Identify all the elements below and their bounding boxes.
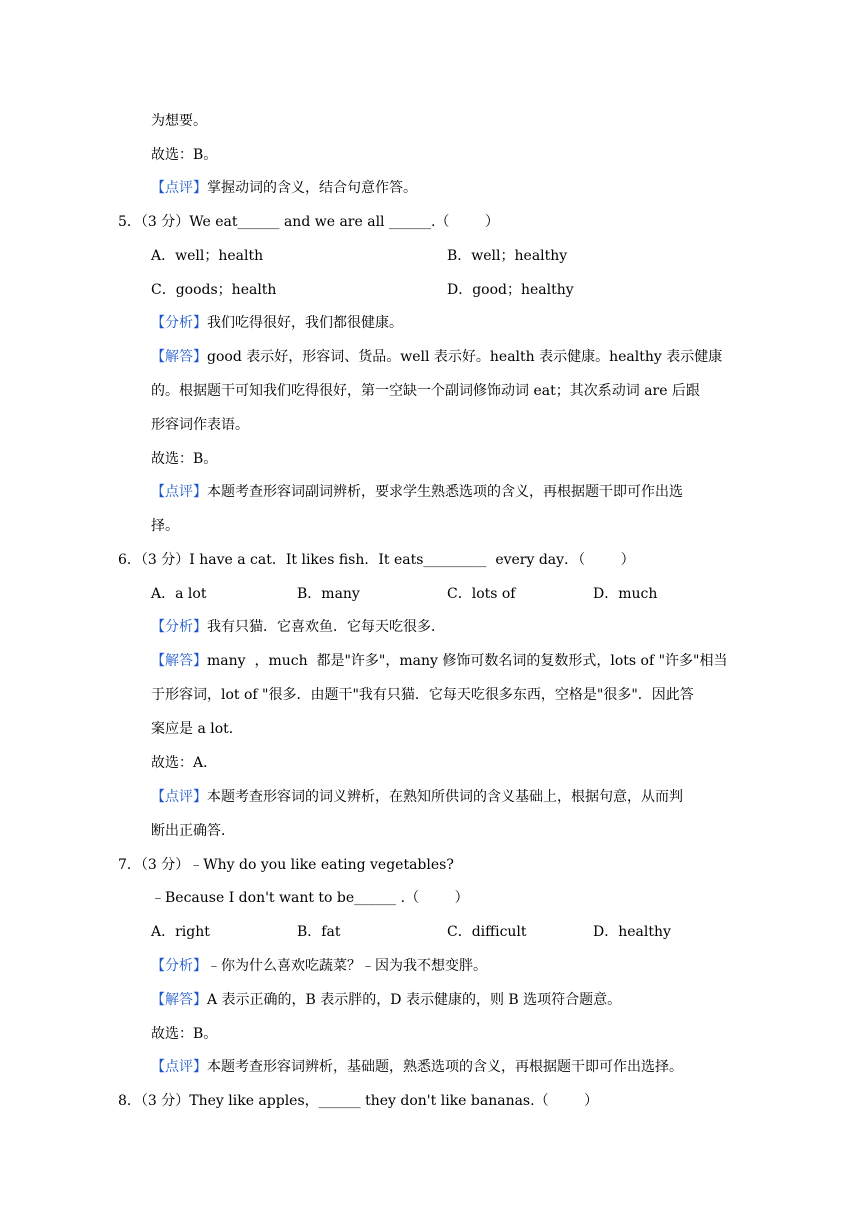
analysis-tag: 【分析】 bbox=[151, 619, 207, 635]
q7-option-b: B．fat bbox=[297, 924, 341, 940]
q7-answer-text: A 表示正确的，B 表示胖的，D 表示健康的，则 B 选项符合题意。 bbox=[207, 992, 622, 1008]
q6-answer bbox=[151, 651, 727, 671]
comment-tag: 【点评】 bbox=[151, 1059, 207, 1075]
q8-stem: 8．（3 分）They like apples，______ they don't like bananas.（ ） bbox=[118, 1093, 599, 1109]
q5-choice: 故选：B。 bbox=[151, 451, 218, 467]
q5-answer-line-3: 形容词作表语。 bbox=[151, 417, 249, 433]
q5-option-b: B．well；healthy bbox=[447, 248, 568, 264]
answer-tag: 【解答】 bbox=[151, 992, 207, 1008]
q6-choice: 故选：A． bbox=[151, 755, 218, 771]
q5-answer-line-2: 的。根据题干可知我们吃得很好，第一空缺一个副词修饰动词 eat；其次系动词 are 后跟 bbox=[151, 383, 700, 399]
q7-option-c: C．difficult bbox=[447, 924, 527, 940]
q5-comment-line-1: 本题考查形容词副词辨析，要求学生熟悉选项的含义，再根据题干即可作出选 bbox=[207, 484, 683, 500]
comment-tag: 【点评】 bbox=[151, 484, 207, 500]
q6-comment bbox=[151, 787, 683, 807]
q6-option-c: C．lots of bbox=[447, 586, 516, 602]
q5-comment bbox=[151, 482, 683, 502]
analysis-tag: 【分析】 bbox=[151, 315, 207, 331]
q7-comment bbox=[151, 1057, 683, 1077]
q6-comment-line-1: 本题考查形容词的词义辨析，在熟知所供词的含义基础上，根据句意，从而判 bbox=[207, 789, 683, 805]
q5-option-a: A．well；health bbox=[151, 248, 264, 264]
q5-stem: 5．（3 分）We eat______ and we are all ______.（ ） bbox=[118, 214, 500, 230]
q5-option-c: C．goods；health bbox=[151, 282, 277, 298]
comment-tag: 【点评】 bbox=[151, 789, 207, 805]
q7-answer bbox=[151, 990, 621, 1010]
answer-tag: 【解答】 bbox=[151, 349, 207, 365]
q6-option-a: A．a lot bbox=[151, 586, 207, 602]
q7-choice: 故选：B。 bbox=[151, 1026, 218, 1042]
q5-option-d: D．good；healthy bbox=[447, 282, 574, 298]
q4-comment bbox=[151, 178, 417, 198]
q5-answer-line-1: good 表示好，形容词、货品。well 表示好。health 表示健康。healthy 表示健康 bbox=[207, 349, 723, 365]
q6-option-b: B．many bbox=[297, 586, 360, 602]
q7-option-d: D．healthy bbox=[593, 924, 671, 940]
q7-option-a: A．right bbox=[151, 924, 210, 940]
q5-comment-line-2: 择。 bbox=[151, 518, 179, 534]
q5-analysis-text: 我们吃得很好，我们都很健康。 bbox=[207, 315, 403, 331]
q4-explanation-tail: 为想要。 bbox=[151, 113, 207, 129]
q6-answer-line-1: many ，much 都是"许多"，many 修饰可数名词的复数形式，lots of "许多"相当 bbox=[207, 653, 728, 669]
q5-analysis bbox=[151, 313, 403, 333]
q6-analysis bbox=[151, 617, 445, 637]
q6-option-d: D．much bbox=[593, 586, 658, 602]
q7-analysis-text: ﹣你为什么喜欢吃蔬菜？﹣因为我不想变胖。 bbox=[207, 958, 487, 974]
q4-comment-text: 掌握动词的含义，结合句意作答。 bbox=[207, 180, 417, 196]
q6-stem: 6．（3 分）I have a cat．It likes fish．It eats_________ every day．（ ） bbox=[118, 552, 635, 568]
q7-analysis bbox=[151, 956, 487, 976]
answer-tag: 【解答】 bbox=[151, 653, 207, 669]
comment-tag: 【点评】 bbox=[151, 180, 207, 196]
q7-stem-line-2: ﹣Because I don't want to be______ .（ ） bbox=[151, 890, 469, 906]
q6-analysis-text: 我有只猫．它喜欢鱼．它每天吃很多． bbox=[207, 619, 445, 635]
analysis-tag: 【分析】 bbox=[151, 958, 207, 974]
q6-answer-line-2: 于形容词，lot of "很多．由题干"我有只猫．它每天吃很多东西，空格是"很多"．因此答 bbox=[151, 687, 694, 703]
q7-stem: 7．（3 分）﹣Why do you like eating vegetables? bbox=[118, 857, 454, 873]
q4-choice: 故选：B。 bbox=[151, 147, 218, 163]
q5-answer bbox=[151, 347, 722, 367]
q7-comment-text: 本题考查形容词辨析，基础题，熟悉选项的含义，再根据题干即可作出选择。 bbox=[207, 1059, 683, 1075]
q6-comment-line-2: 断出正确答． bbox=[151, 823, 235, 839]
q6-answer-line-3: 案应是 a lot． bbox=[151, 721, 243, 737]
